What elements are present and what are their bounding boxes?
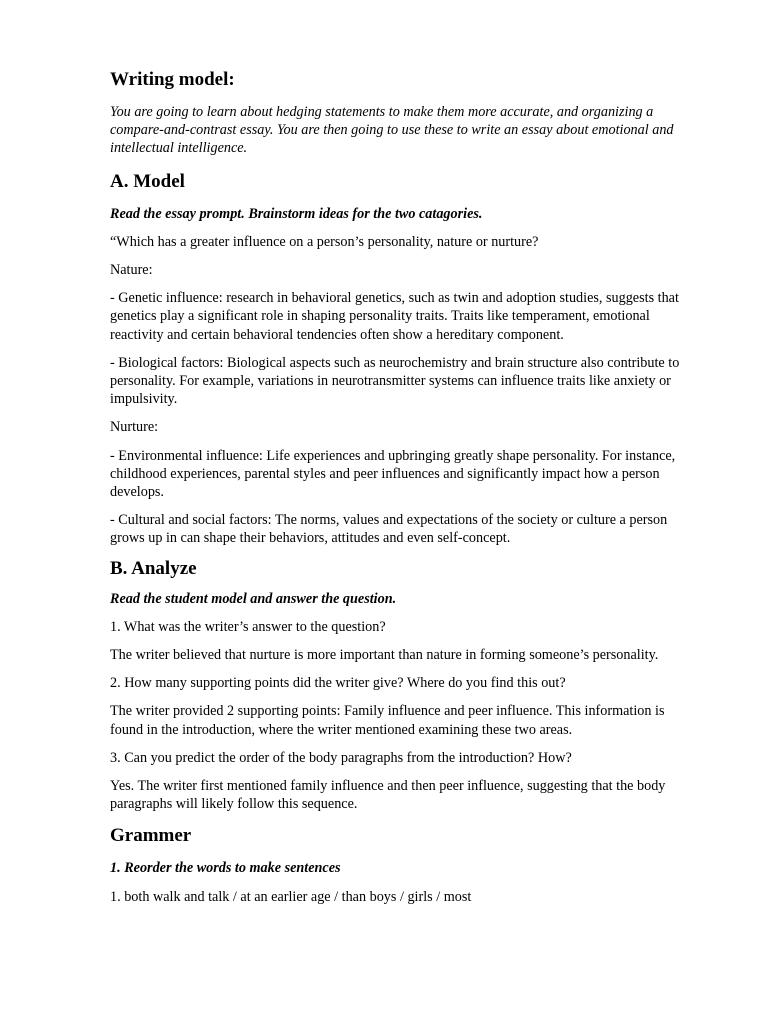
section-a-heading: A. Model <box>110 170 185 192</box>
answer-2: The writer provided 2 supporting points: Family influence and peer influence. This information is found in the introduction, where the writer mentioned examining these two areas. <box>110 703 665 738</box>
grammar-item-1: 1. both walk and talk / at an earlier age / than boys / girls / most <box>110 888 472 905</box>
answer-1: The writer believed that nurture is more important than nature in forming someone’s personality. <box>110 647 659 664</box>
nature-point-genetic: - Genetic influence: research in behavioral genetics, such as twin and adoption studies, suggests that genetics play a significant role in shaping personality traits. Traits like temperament, emotional reactivity and certain behavioral tendencies often show a hereditary component. <box>110 290 679 343</box>
nature-point-biological: - Biological factors: Biological aspects such as neurochemistry and brain structure also contribute to personality. For example, variations in neurotransmitter systems can influence traits like anxiety or impulsivity. <box>110 354 680 408</box>
section-a-instruction: Read the essay prompt. Brainstorm ideas for the two catagories. <box>110 205 483 222</box>
nurture-label: Nurture: <box>110 419 159 436</box>
section-b-heading: B. Analyze <box>110 557 197 579</box>
answer-3: Yes. The writer first mentioned family influence and then peer influence, suggesting that the body paragraphs will likely follow this sequence. <box>110 778 666 813</box>
question-2: 2. How many supporting points did the writer give? Where do you find this out? <box>110 675 566 692</box>
nurture-point-cultural: - Cultural and social factors: The norms, values and expectations of the society or culture a person grows up in can shape their behaviors, attitudes and even self-concept. <box>110 512 668 547</box>
nature-label: Nature: <box>110 262 153 279</box>
intro-paragraph: You are going to learn about hedging statements to make them more accurate, and organizing a compare-and-contrast essay. You are then going to use these to write an essay about emotional and intellectual intelligence. <box>110 104 674 157</box>
grammar-heading: Grammer <box>110 825 192 847</box>
document-title: Writing model: <box>110 69 235 90</box>
question-3: 3. Can you predict the order of the body paragraphs from the introduction? How? <box>110 749 572 766</box>
nurture-point-environmental: - Environmental influence: Life experiences and upbringing greatly shape personality. For instance, childhood experiences, parental styles and peer influences and significantly impact how a person develops. <box>110 447 676 501</box>
question-1: 1. What was the writer’s answer to the question? <box>110 618 386 635</box>
essay-prompt: “Which has a greater influence on a person’s personality, nature or nurture? <box>110 233 539 250</box>
grammar-instruction: 1. Reorder the words to make sentences <box>110 860 341 877</box>
section-b-instruction: Read the student model and answer the question. <box>110 590 397 607</box>
